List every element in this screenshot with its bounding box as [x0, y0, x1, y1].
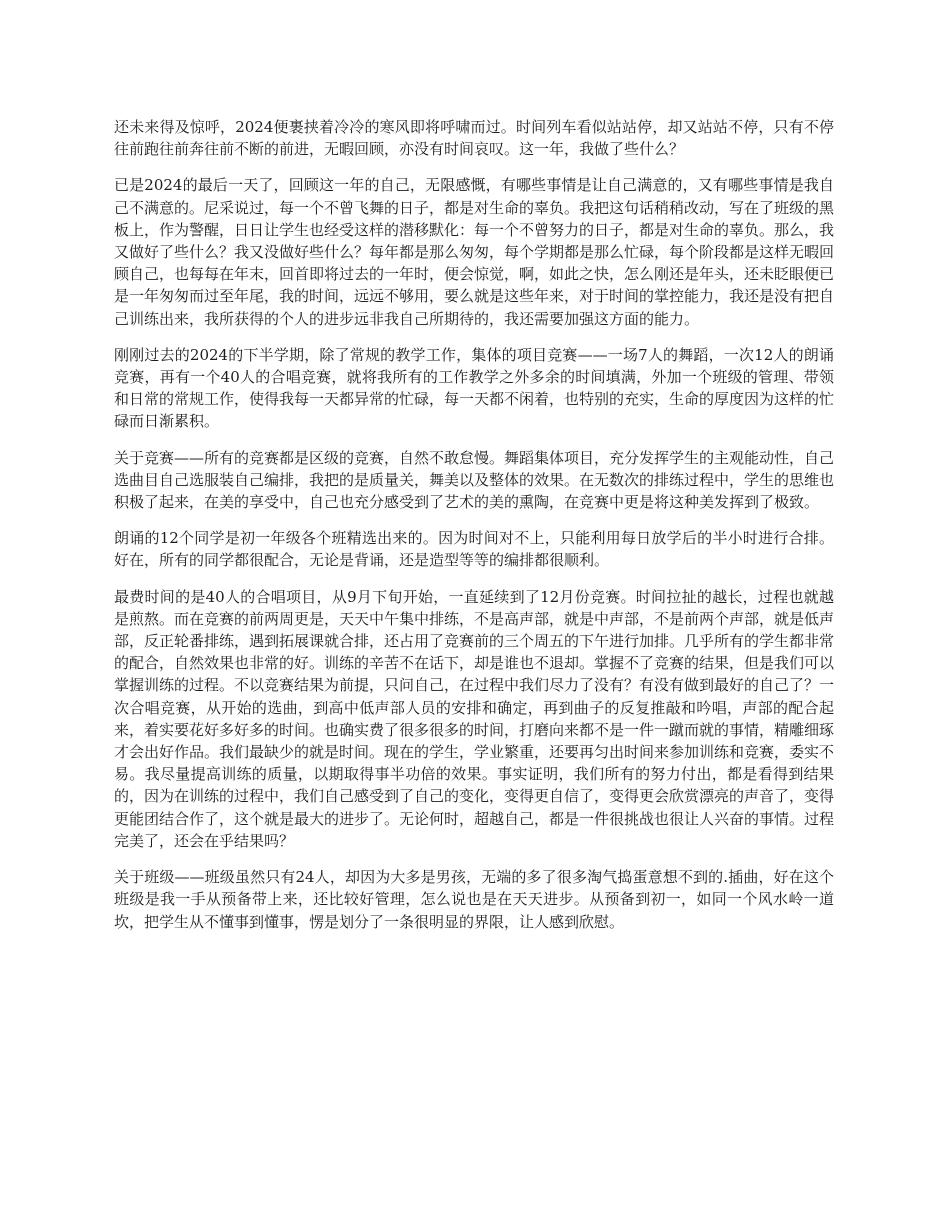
paragraph-intro: 还未来得及惊呼，2024便裹挟着冷冷的寒风即将呼啸而过。时间列车看似站站停，却又站站不停，只有不停往前跑往前奔往前不断的前进，无暇回顾，亦没有时间哀叹。这一年，我做了些什么？	[114, 118, 834, 159]
paragraph-chorus: 最费时间的是40人的合唱项目，从9月下旬开始，一直延续到了12月份竞赛。时间拉扯的越长，过程也就越是煎熬。而在竞赛的前两周更是，天天中午集中排练，不是高声部，就是中声部，不是前两个声部，就是低声部，反正轮番排练，遇到拓展课就合排，还占用了竞赛前的三个周五的下午进行加排。几乎所有的学生都非常的配合，自然效果也非常的好。训练的辛苦不在话下，却是谁也不退却。掌握不了竞赛的结果，但是我们可以掌握训练的过程。不以竞赛结果为前提，只问自己，在过程中我们尽力了没有？有没有做到最好的自己了？一次合唱竞赛，从开始的选曲，到高中低声部人员的安排和确定，再到曲子的反复推敲和吟唱，声部的配合起来，着实要花好多好多的时间。也确实费了很多很多的时间，打磨向来都不是一件一蹴而就的事情，精雕细琢才会出好作品。我们最缺少的就是时间。现在的学生，学业繁重，还要再匀出时间来参加训练和竞赛，委实不易。我尽量提高训练的质量，以期取得事半功倍的效果。事实证明，我们所有的努力付出，都是看得到结果的，因为在训练的过程中，我们自己感受到了自己的变化，变得更自信了，变得更会欣赏漂亮的声音了，变得更能团结合作了，这个就是最大的进步了。无论何时，超越自己，都是一件很挑战也很让人兴奋的事情。过程完美了，还会在乎结果吗？	[114, 587, 835, 850]
paragraph-competitions-dance: 关于竞赛——所有的竞赛都是区级的竞赛，自然不敢怠慢。舞蹈集体项目，充分发挥学生的主观能动性，自己选曲目自己选服装自己编排，我把的是质量关，舞美以及整体的效果。在无数次的排练过程中，学生的思维也积极了起来，在美的享受中，自己也充分感受到了艺术的美的熏陶，在竞赛中更是将这种美发挥到了极致。	[114, 448, 835, 512]
paragraph-class: 关于班级——班级虽然只有24人，却因为大多是男孩，无端的多了很多淘气捣蛋意想不到的.插曲，好在这个班级是我一手从预备带上来，还比较好管理，怎么说也是在天天进步。从预备到初一，如同一个风水岭一道坎，把学生从不懂事到懂事，愣是划分了一条很明显的界限，让人感到欣慰。	[114, 868, 834, 931]
paragraph-second-semester: 刚刚过去的2024的下半学期，除了常规的教学工作，集体的项目竞赛——一场7人的舞蹈，一次12人的朗诵竞赛，再有一个40人的合唱竞赛，就将我所有的工作教学之外多余的时间填满，外加一个班级的管理、带领和日常的常规工作，使得我每一天都异常的忙碌，每一天都不闲着，也特别的充实，生命的厚度因为这样的忙碌而日渐累积。	[114, 345, 835, 431]
paragraph-reflection: 已是2024的最后一天了，回顾这一年的自己，无限感慨，有哪些事情是让自己满意的，又有哪些事情是我自己不满意的。尼采说过，每一个不曾飞舞的日子，都是对生命的辜负。我把这句话稍稍改动，写在了班级的黑板上，作为警醒，日日让学生也经受这样的潜移默化：每一个不曾努力的日子，都是对生命的辜负。那么，我又做好了些什么？我又没做好些什么？每年都是那么匆匆，每个学期都是那么忙碌，每个阶段都是这样无暇回顾自己，也每每在年末，回首即将过去的一年时，便会惊觉，啊，如此之快，怎么刚还是年头，还未眨眼便已是一年匆匆而过至年尾，我的时间，远远不够用，要么就是这些年来，对于时间的掌控能力，我还是没有把自己训练出来，我所获得的个人的进步远非我自己所期待的，我还需要加强这方面的能力。	[114, 176, 835, 328]
paragraph-recitation: 朗诵的12个同学是初一年级各个班精选出来的。因为时间对不上，只能利用每日放学后的半小时进行合排。好在，所有的同学都很配合，无论是背诵，还是造型等等的编排都很顺利。	[114, 529, 834, 570]
document-body	[114, 116, 834, 947]
